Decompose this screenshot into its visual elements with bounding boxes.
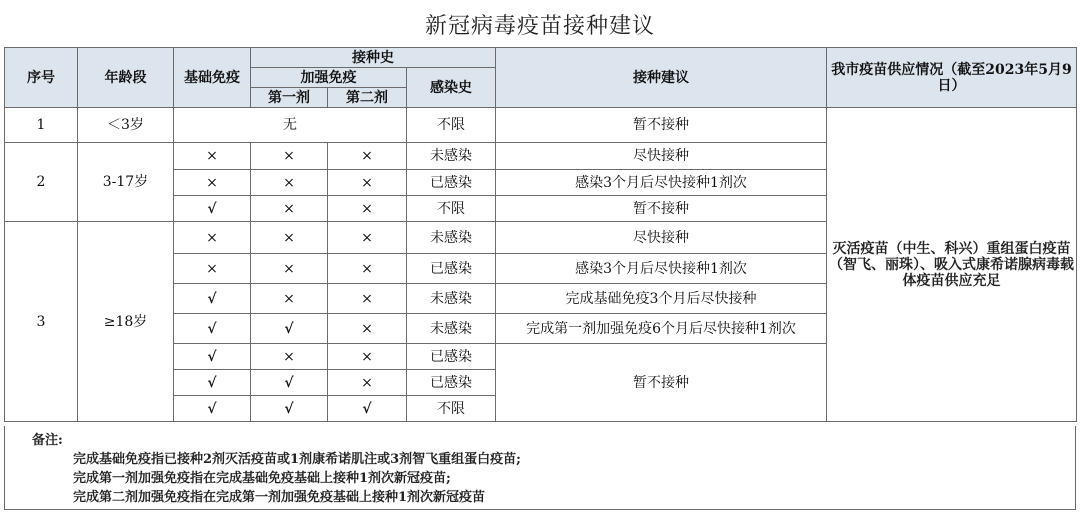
row-5-infection: 已感染 xyxy=(407,254,496,284)
row-7-dose2-mark: × xyxy=(328,314,407,344)
vaccination-table xyxy=(4,47,1077,422)
row-5-dose1-mark: × xyxy=(251,254,328,284)
supply-info: 灭活疫苗（中生、科兴）重组蛋白疫苗（智飞、丽珠）、吸入式康希诺腺病毒载体疫苗供应充足 xyxy=(827,108,1077,422)
row-1-dose2-mark: × xyxy=(328,143,407,170)
row-3-basic-mark: √ xyxy=(174,196,251,222)
note-line-1: 完成基础免疫指已接种2剂灭活疫苗或1剂康希诺肌注或3剂智飞重组蛋白疫苗; xyxy=(73,452,521,467)
header-seq: 序号 xyxy=(5,48,78,108)
document-title: 新冠病毒疫苗接种建议 xyxy=(424,14,655,39)
row-6-advice: 完成基础免疫3个月后尽快接种 xyxy=(496,284,827,314)
row-10-dose2-mark: √ xyxy=(328,396,407,422)
header-vaccination-history: 接种史 xyxy=(251,48,496,68)
row-2-basic-mark: × xyxy=(174,170,251,196)
row-9-basic-mark: √ xyxy=(174,370,251,396)
row-5-basic-mark: × xyxy=(174,254,251,284)
row-5-advice: 感染3个月后尽快接种1剂次 xyxy=(496,254,827,284)
row-3-infection: 不限 xyxy=(407,196,496,222)
row-6-dose1-mark: × xyxy=(251,284,328,314)
row-4-dose1-mark: × xyxy=(251,222,328,254)
header-infection-history: 感染史 xyxy=(407,68,496,108)
row-8-dose1-mark: × xyxy=(251,344,328,370)
row-6-basic-mark: √ xyxy=(174,284,251,314)
row-7-advice: 完成第一剂加强免疫6个月后尽快接种1剂次 xyxy=(496,314,827,344)
row-2-advice: 感染3个月后尽快接种1剂次 xyxy=(496,170,827,196)
row-7-dose1-mark: √ xyxy=(251,314,328,344)
vaccination-advice-document xyxy=(4,2,1076,510)
group-3-age: ≥18岁 xyxy=(78,222,174,422)
group-1-seq: 1 xyxy=(5,108,78,143)
header-booster-dose-1: 第一剂 xyxy=(251,88,328,108)
header-booster: 加强免疫 xyxy=(251,68,407,88)
note-line-2: 完成第一剂加强免疫指在完成基础免疫基础上接种1剂次新冠疫苗; xyxy=(73,471,451,486)
header-advice: 接种建议 xyxy=(496,48,827,108)
notes-title: 备注: xyxy=(32,433,63,448)
row-2-dose1-mark: × xyxy=(251,170,328,196)
row-3-dose1-mark: × xyxy=(251,196,328,222)
row-7-basic-mark: √ xyxy=(174,314,251,344)
header-age: 年龄段 xyxy=(78,48,174,108)
row-6-infection: 未感染 xyxy=(407,284,496,314)
row-8-infection: 已感染 xyxy=(407,344,496,370)
group-1-infection: 不限 xyxy=(407,108,496,143)
row-3-advice: 暂不接种 xyxy=(496,196,827,222)
group-2-seq: 2 xyxy=(5,143,78,222)
header-basic-immunization: 基础免疫 xyxy=(174,48,251,108)
group-3-seq: 3 xyxy=(5,222,78,422)
row-9-dose1-mark: √ xyxy=(251,370,328,396)
group-1-none: 无 xyxy=(174,108,407,143)
row-3-dose2-mark: × xyxy=(328,196,407,222)
row-2-dose2-mark: × xyxy=(328,170,407,196)
row-10-dose1-mark: √ xyxy=(251,396,328,422)
row-1-basic-mark: × xyxy=(174,143,251,170)
row-10-infection: 不限 xyxy=(407,396,496,422)
note-line-3: 完成第二剂加强免疫指在完成第一剂加强免疫基础上接种1剂次新冠疫苗 xyxy=(73,490,486,505)
row-5-dose2-mark: × xyxy=(328,254,407,284)
row-2-infection: 已感染 xyxy=(407,170,496,196)
row-9-dose2-mark: × xyxy=(328,370,407,396)
row-8-dose2-mark: × xyxy=(328,344,407,370)
rows-8-10-advice: 暂不接种 xyxy=(496,344,827,422)
row-1-dose1-mark: × xyxy=(251,143,328,170)
header-booster-dose-2: 第二剂 xyxy=(328,88,407,108)
group-1-age: ＜3岁 xyxy=(78,108,174,143)
header-supply: 我市疫苗供应情况（截至2023年5月9日） xyxy=(827,48,1077,108)
row-10-basic-mark: √ xyxy=(174,396,251,422)
notes-section xyxy=(4,426,1076,510)
row-4-advice: 尽快接种 xyxy=(496,222,827,254)
row-6-dose2-mark: × xyxy=(328,284,407,314)
row-4-infection: 未感染 xyxy=(407,222,496,254)
row-8-basic-mark: √ xyxy=(174,344,251,370)
row-4-dose2-mark: × xyxy=(328,222,407,254)
row-7-infection: 未感染 xyxy=(407,314,496,344)
row-1-advice: 尽快接种 xyxy=(496,143,827,170)
row-4-basic-mark: × xyxy=(174,222,251,254)
group-2-age: 3-17岁 xyxy=(78,143,174,222)
row-1-infection: 未感染 xyxy=(407,143,496,170)
group-1-advice: 暂不接种 xyxy=(496,108,827,143)
row-9-infection: 已感染 xyxy=(407,370,496,396)
